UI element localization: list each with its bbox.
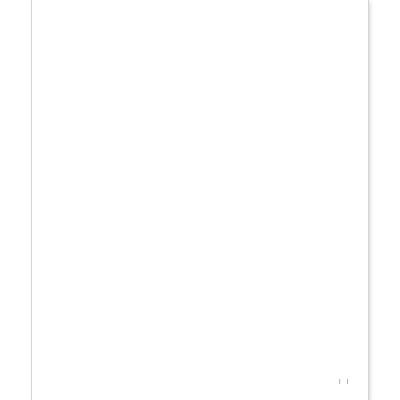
document-page (32, 0, 368, 400)
contents-area (81, 12, 381, 36)
footer-separator: | (346, 379, 348, 385)
footer-text (336, 378, 351, 386)
footer-separator: | (339, 379, 341, 385)
page-title (81, 12, 381, 32)
